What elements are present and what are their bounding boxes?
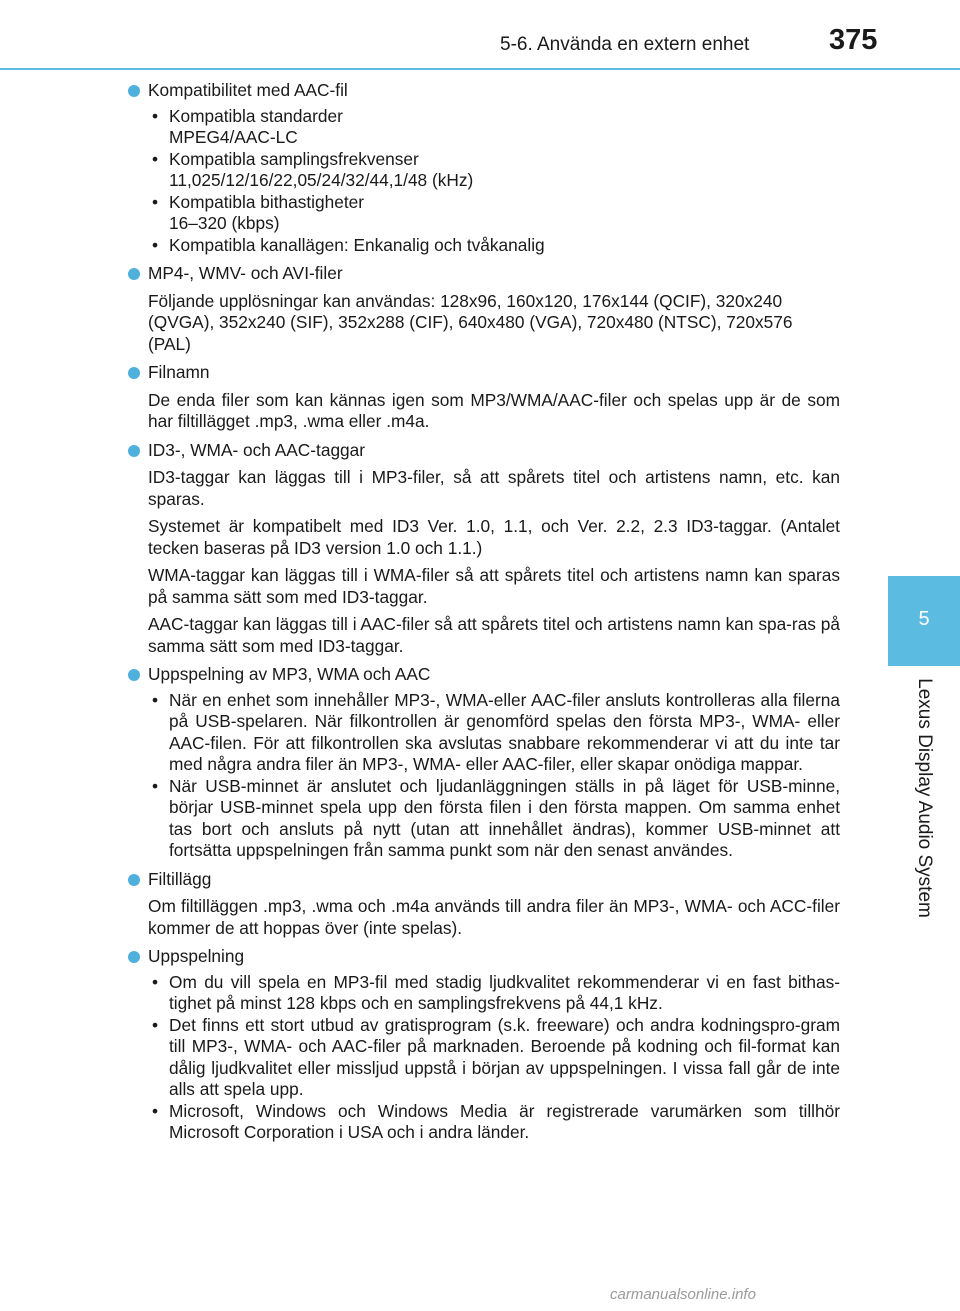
section-title: Uppspelning av MP3, WMA och AAC xyxy=(148,664,840,686)
section-title: MP4-, WMV- och AVI-filer xyxy=(148,263,840,285)
header-rule xyxy=(0,68,960,70)
list-item: • Microsoft, Windows och Windows Media är registrerade varumärken som tillhör Microsoft Corporation i USA och i andra länder. xyxy=(148,1101,840,1144)
list-item: • När USB-minnet är anslutet och ljudanläggningen ställs in på läget för USB-minne, börjar USB-minnet spela upp den första filen i den första mappen. Om samma enhet tas bort och ansluts på nytt (utan att innehållet ändras), kommer USB-minnet att fortsätta uppspelningen från samma punkt som när den senast användes. xyxy=(148,776,840,862)
paragraph: Systemet är kompatibelt med ID3 Ver. 1.0, 1.1, och Ver. 2.2, 2.3 ID3-taggar. (Antalet tecken baseras på ID3 version 1.0 och 1.1.) xyxy=(148,516,840,558)
page-number: 375 xyxy=(829,24,878,56)
paragraph: AAC-taggar kan läggas till i AAC-filer så att spårets titel och artistens namn kan spa-ras på samma sätt som med ID3-taggar. xyxy=(148,614,840,656)
section-extensions xyxy=(128,869,840,940)
section-title: Filnamn xyxy=(148,362,840,384)
list-item: • Det finns ett stort utbud av gratisprogram (s.k. freeware) och andra kodningspro-gram till MP3-, WMA- och AAC-filer på marknaden. Beroende på kodning och fil-format kan dålig ljudkvalitet eller missljud uppstå i början av uppspelningen. I vissa fall går de inte alls att spela upp. xyxy=(148,1015,840,1101)
page-content xyxy=(128,80,840,1151)
section-title: Uppspelning xyxy=(148,946,840,968)
section-playback xyxy=(128,946,840,1144)
list-item: • När en enhet som innehåller MP3-, WMA-eller AAC-filer ansluts kontrolleras alla filerna på USB-spelaren. När filkontrollen är genomförd spelas den första MP3-, WMA- eller AAC-filen. För att filkontrollen ska avslutas snabbare rekommenderar vi att du inte tar med några andra filer än MP3-, WMA- eller AAC-filer, eller skapar onödiga mappar. xyxy=(148,690,840,776)
circle-bullet-icon xyxy=(128,445,140,457)
bullet-list xyxy=(148,690,840,862)
section-aac-compat xyxy=(128,80,840,256)
paragraph: WMA-taggar kan läggas till i WMA-filer så att spårets titel och artistens namn kan sparas på samma sätt som med ID3-taggar. xyxy=(148,565,840,607)
circle-bullet-icon xyxy=(128,951,140,963)
section-tags xyxy=(128,440,840,658)
list-item: • Om du vill spela en MP3-fil med stadig ljudkvalitet rekommenderar vi en fast bithas-tighet på minst 128 kbps och en samplingsfrekvens på 44,1 kHz. xyxy=(148,972,840,1015)
chapter-title: Lexus Display Audio System xyxy=(914,678,935,918)
circle-bullet-icon xyxy=(128,85,140,97)
paragraph: Följande upplösningar kan användas: 128x96, 160x120, 176x144 (QCIF), 320x240 (QVGA), 352x240 (SIF), 352x288 (CIF), 640x480 (VGA), 720x480 (NTSC), 720x576 (PAL) xyxy=(148,290,793,354)
section-playback-formats xyxy=(128,664,840,862)
section-video-files xyxy=(128,263,840,355)
list-item: • Kompatibla kanallägen: Enkanalig och tvåkanalig xyxy=(148,235,840,257)
section-title: Filtillägg xyxy=(148,869,840,891)
list-item: • Kompatibla samplingsfrekvenser 11,025/12/16/22,05/24/32/44,1/48 (kHz) xyxy=(148,149,840,192)
chapter-tab-number: 5 xyxy=(918,608,930,630)
section-title: ID3-, WMA- och AAC-taggar xyxy=(148,440,840,462)
bullet-list xyxy=(148,972,840,1144)
page-header xyxy=(0,0,960,70)
circle-bullet-icon xyxy=(128,669,140,681)
list-item: • Kompatibla standarder MPEG4/AAC-LC xyxy=(148,106,840,149)
bullet-list xyxy=(148,106,840,257)
circle-bullet-icon xyxy=(128,367,140,379)
list-item: • Kompatibla bithastigheter 16–320 (kbps) xyxy=(148,192,840,235)
paragraph: ID3-taggar kan läggas till i MP3-filer, så att spårets titel och artistens namn, etc. kan sparas. xyxy=(148,467,840,509)
section-filenames xyxy=(128,362,840,433)
section-title: Kompatibilitet med AAC-fil xyxy=(148,80,840,102)
chapter-tab xyxy=(888,576,960,666)
watermark: carmanualsonline.info xyxy=(610,1286,756,1303)
circle-bullet-icon xyxy=(128,874,140,886)
paragraph: De enda filer som kan kännas igen som MP3/WMA/AAC-filer och spelas upp är de som har filtillägget .mp3, .wma eller .m4a. xyxy=(148,389,840,431)
header-title: 5-6. Använda en extern enhet xyxy=(500,34,750,55)
circle-bullet-icon xyxy=(128,268,140,280)
paragraph: Om filtilläggen .mp3, .wma och .m4a används till andra filer än MP3-, WMA- och ACC-filer kommer de att hoppas över (inte spelas). xyxy=(148,896,840,938)
